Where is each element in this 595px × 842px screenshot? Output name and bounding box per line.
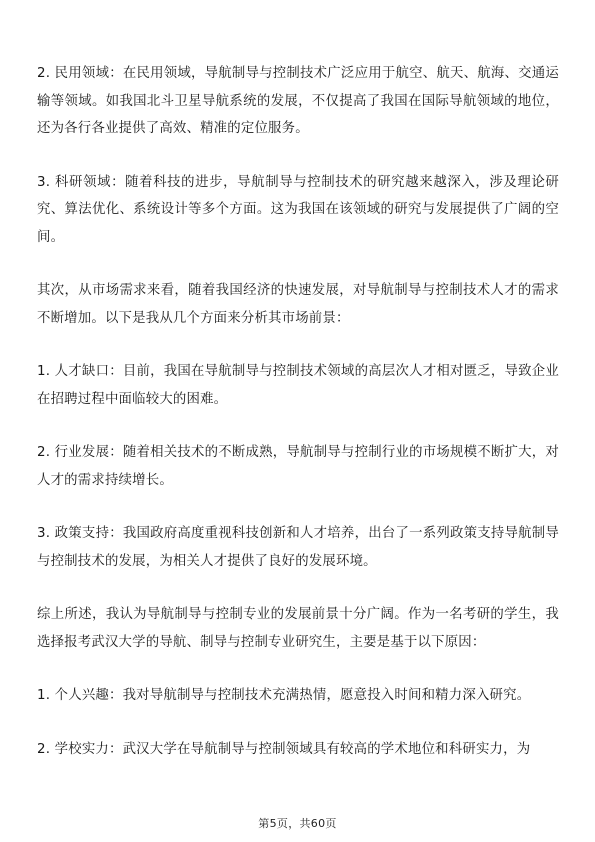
page-number: 第5页，共60页 bbox=[258, 817, 337, 830]
paragraph-industry-development: 2. 行业发展：随着相关技术的不断成熟，导航制导与控制行业的市场规模不断扩大，对人才的需求持续增长。 bbox=[37, 445, 559, 488]
paragraph-market-demand: 其次，从市场需求来看，随着我国经济的快速发展，对导航制导与控制技术人才的需求不断增加。以下是我从几个方面来分析其市场前景： bbox=[37, 283, 559, 326]
paragraph-research-field: 3. 科研领域：随着科技的进步，导航制导与控制技术的研究越来越深入，涉及理论研究、算法优化、系统设计等多个方面。这为我国在该领域的研究与发展提供了广阔的空间。 bbox=[37, 174, 559, 245]
paragraph-policy-support: 3. 政策支持：我国政府高度重视科技创新和人才培养，出台了一系列政策支持导航制导与控制技术的发展，为相关人才提供了良好的发展环境。 bbox=[37, 526, 559, 569]
document-body bbox=[37, 60, 559, 789]
paragraph-personal-interest: 1. 个人兴趣：我对导航制导与控制技术充满热情，愿意投入时间和精力深入研究。 bbox=[37, 688, 531, 703]
paragraph-school-strength: 2. 学校实力：武汉大学在导航制导与控制领域具有较高的学术地位和科研实力，为 bbox=[37, 741, 531, 757]
paragraph-summary: 综上所述，我认为导航制导与控制专业的发展前景十分广阔。作为一名考研的学生，我选择报考武汉大学的导航、制导与控制专业研究生，主要是基于以下原因： bbox=[37, 607, 559, 650]
paragraph-talent-gap: 1. 人才缺口：目前，我国在导航制导与控制技术领域的高层次人才相对匮乏，导致企业在招聘过程中面临较大的困难。 bbox=[37, 364, 559, 407]
paragraph-civil-field: 2. 民用领域：在民用领域，导航制导与控制技术广泛应用于航空、航天、航海、交通运输等领域。如我国北斗卫星导航系统的发展，不仅提高了我国在国际导航领域的地位，还为各行各业提供了高效、精准的定位服务。 bbox=[37, 66, 559, 136]
